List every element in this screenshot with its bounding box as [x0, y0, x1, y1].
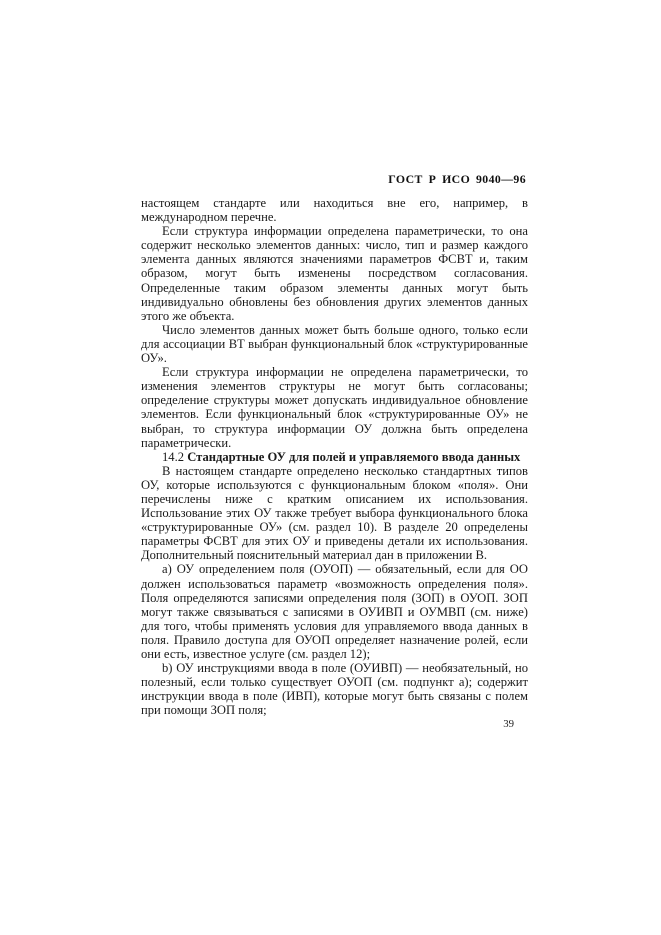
paragraph: b) ОУ инструкциями ввода в поле (ОУИВП) — необязательный, но полезный, если только существует ОУОП (см. подпункт а); содержит инструкции ввода в поле (ИВП), которые могут быть связаны с полем при помощи ЗОП поля; — [141, 661, 528, 718]
page-content-column — [141, 172, 528, 730]
paragraph: а) ОУ определением поля (ОУОП) — обязательный, если для ОО должен использоваться параметр «возможность определения поля». Поля определяются записями определения поля (ЗОП) в ОУОП. ЗОП могут также связываться с записями в ОУИВП и ОУМВП (см. ниже) для того, чтобы применять условия для управляемого ввода данных в поля. Правило доступа для ОУОП определяет назначение ролей, если они есть, известное услуге (см. раздел 12); — [141, 562, 528, 661]
paragraph: Если структура информации определена параметрически, то она содержит несколько элементов данных: число, тип и размер каждого элемента данных являются значениями параметров ФСВТ и, таким образом, могут быть изменены посредством согласования. Определенные таким образом элементы данных могут быть индивидуально обновлены без обновления других элементов данных этого же объекта. — [141, 224, 528, 323]
section-number: 14.2 — [162, 449, 188, 464]
running-header: ГОСТ Р ИСО 9040—96 — [388, 172, 526, 186]
paragraph: Если структура информации не определена параметрически, то изменения элементов структуры не могут быть согласованы; определение структуры может допускать индивидуальное обновление элементов. Если функциональный блок «структурированные ОУ» не выбран, то структура информации ОУ должна быть определена параметрически. — [141, 365, 528, 450]
paragraph: В настоящем стандарте определено несколько стандартных типов ОУ, которые используются с функциональным блоком «поля». Они перечислены ниже с кратким описанием их использования. Использование этих ОУ также требует выбора функционального блока «структурированные ОУ» (см. раздел 10). В разделе 20 определены параметры ФСВТ для этих ОУ и приведены детали их использования. Дополнительный пояснительный материал дан в приложении В. — [141, 463, 528, 563]
page-body — [141, 196, 528, 717]
page-number: 39 — [503, 718, 514, 730]
paragraph: настоящем стандарте или находиться вне его, например, в международном перечне. — [141, 196, 528, 225]
section-heading — [141, 450, 528, 464]
paragraph: Число элементов данных может быть больше одного, только если для ассоциации ВТ выбран функциональный блок «структурированные ОУ». — [141, 322, 528, 366]
section-title: Стандартные ОУ для полей и управляемого ввода данных — [187, 449, 521, 464]
